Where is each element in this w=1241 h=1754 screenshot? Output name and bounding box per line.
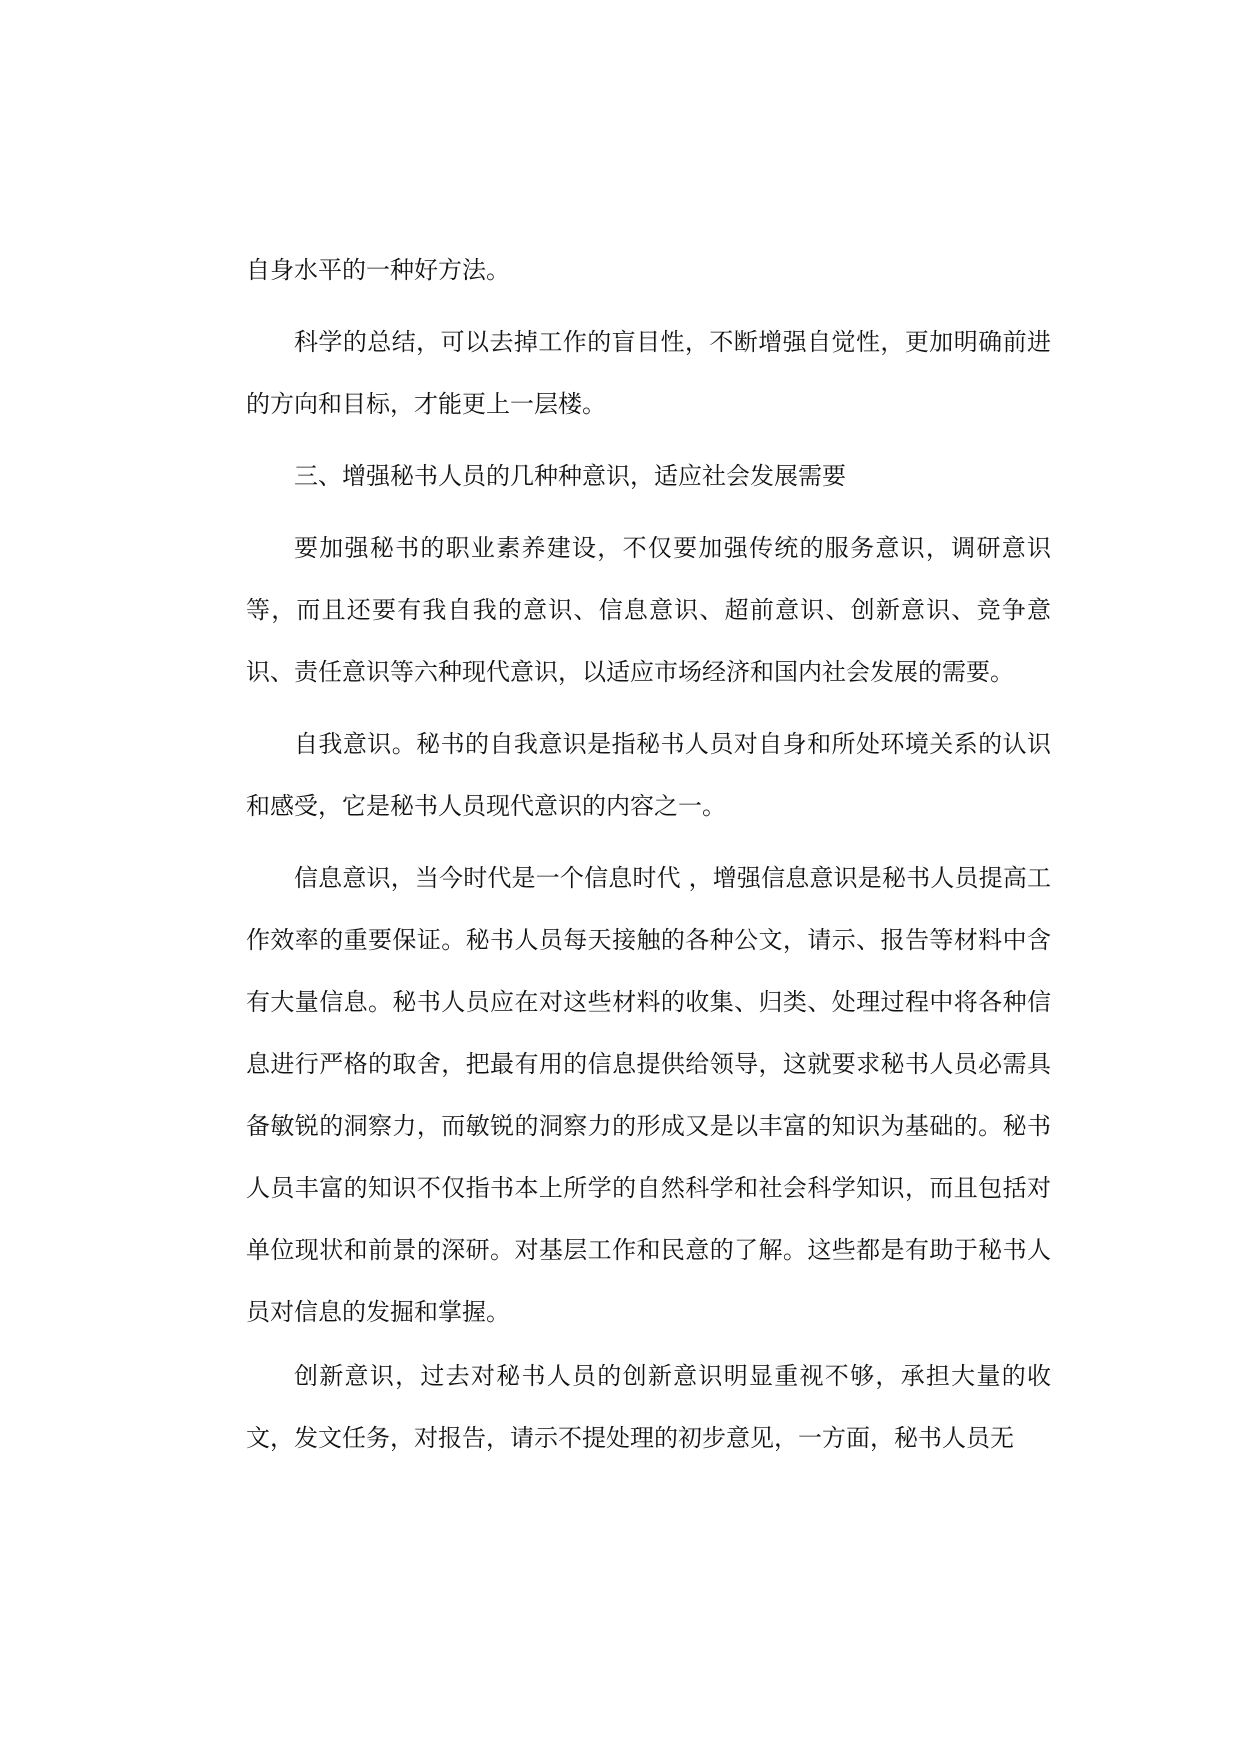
- section-heading: 三、增强秘书人员的几种种意识，适应社会发展需要: [294, 462, 846, 490]
- document-body: [246, 239, 1051, 1469]
- paragraph-3: 要加强秘书的职业素养建设，不仅要加强传统的服务意识，调研意识等，而且还要有我自我的意识、信息意识、超前意识、创新意识、竞争意识、责任意识等六种现代意识，以适应市场经济和国内社会发展的需要。: [246, 534, 1051, 686]
- paragraph-1: 自身水平的一种好方法。: [246, 256, 510, 284]
- paragraph-2: 科学的总结，可以去掉工作的盲目性，不断增强自觉性，更加明确前进的方向和目标，才能更上一层楼。: [246, 328, 1051, 418]
- paragraph-5: 信息意识，当今时代是一个信息时代 ，增强信息意识是秘书人员提高工作效率的重要保证。秘书人员每天接触的各种公文，请示、报告等材料中含有大量信息。秘书人员应在对这些材料的收集、归类、处理过程中将各种信息进行严格的取舍，把最有用的信息提供给领导，这就要求秘书人员必需具备敏锐的洞察力，而敏锐的洞察力的形成又是以丰富的知识为基础的。秘书人员丰富的知识不仅指书本上所学的自然科学和社会科学知识，而且包括对单位现状和前景的深研。对基层工作和民意的了解。这些都是有助于秘书人员对信息的发掘和掌握。: [246, 864, 1051, 1326]
- paragraph-6: 创新意识，过去对秘书人员的创新意识明显重视不够，承担大量的收文，发文任务，对报告，请示不提处理的初步意见，一方面，秘书人员无: [246, 1362, 1051, 1452]
- paragraph-4: 自我意识。秘书的自我意识是指秘书人员对自身和所处环境关系的认识和感受，它是秘书人员现代意识的内容之一。: [246, 730, 1051, 820]
